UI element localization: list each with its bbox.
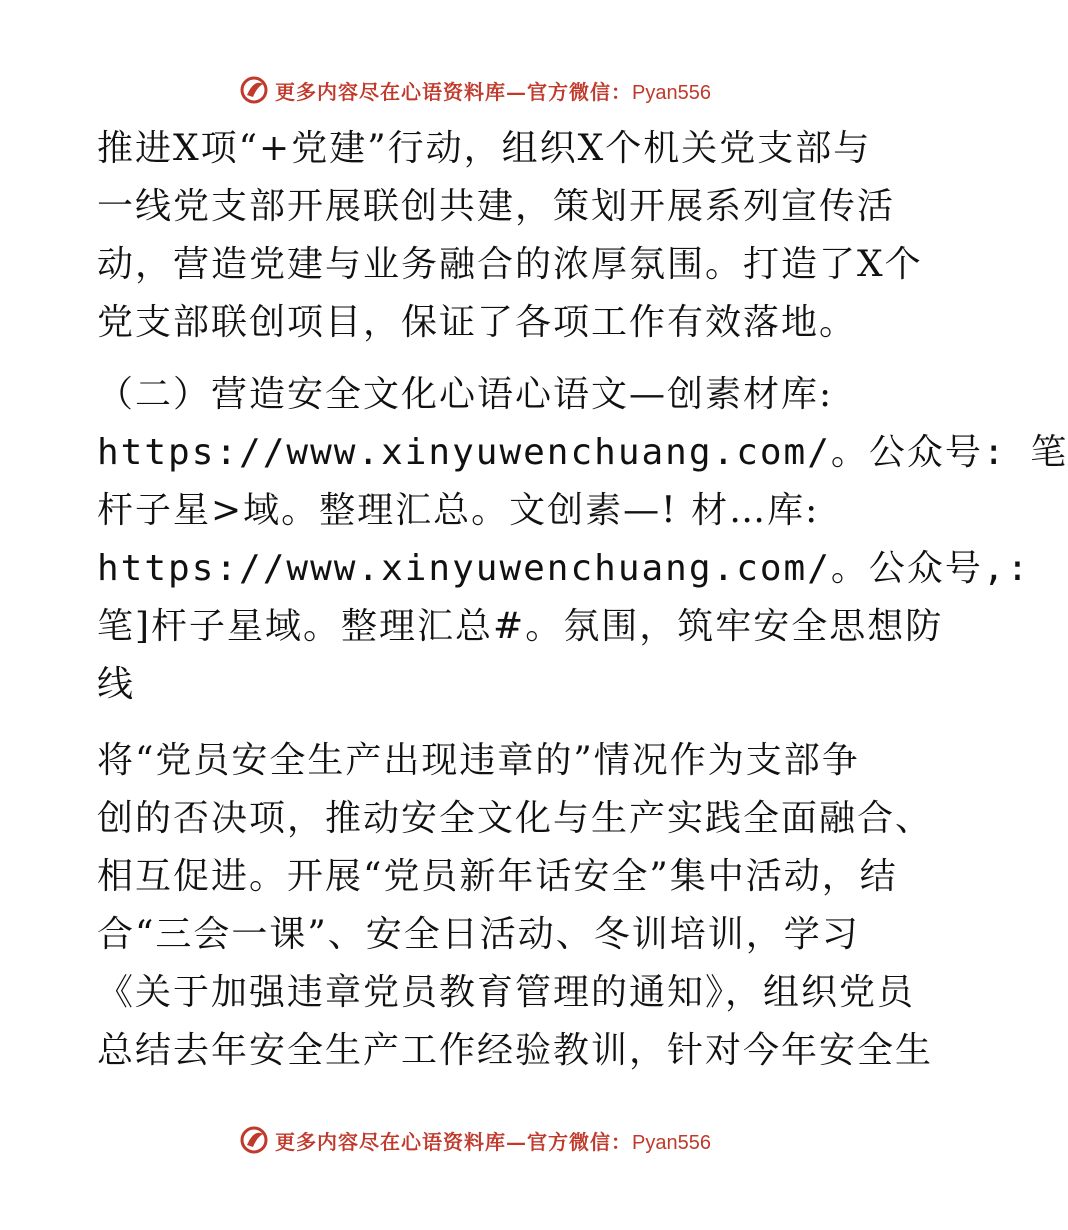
text-line: 合“三会一课”、安全日活动、冬训培训，学习 bbox=[97, 914, 860, 955]
text-line: 一线党支部开展联创共建，策划开展系列宣传活 bbox=[97, 186, 896, 227]
text-line: 将“党员安全生产出现违章的”情况作为支部争 bbox=[97, 740, 860, 781]
header-banner bbox=[0, 70, 950, 110]
footer-banner bbox=[0, 1120, 950, 1160]
text-line: 相互促进。开展“党员新年话安全”集中活动，结 bbox=[97, 856, 898, 897]
url-line: https://www.xinyuwenchuang.com/。公众号: 笔 bbox=[97, 432, 1068, 473]
text-line: 《关于加强违章党员教育管理的通知》，组织党员 bbox=[97, 972, 916, 1013]
paragraph-1 bbox=[97, 120, 923, 352]
section-heading: （二）营造安全文化心语心语文—创素材库: bbox=[97, 374, 834, 415]
document-body bbox=[97, 120, 1068, 1080]
text-line: 笔]杆子星域。整理汇总#。氛围，筑牢安全思想防 bbox=[97, 606, 944, 647]
logo-icon bbox=[239, 75, 269, 105]
text-line: 线 bbox=[97, 664, 136, 705]
text-line: 杆子星>域。整理汇总。文创素—! 材…库: bbox=[97, 490, 820, 531]
wechat-id: Pyan556 bbox=[632, 81, 711, 104]
wechat-id: Pyan556 bbox=[632, 1131, 711, 1154]
text-line: 总结去年安全生产工作经验教训，针对今年安全生 bbox=[97, 1030, 934, 1071]
text-line: 动，营造党建与业务融合的浓厚氛围。打造了X个 bbox=[97, 244, 923, 285]
text-line: 推进X项“+党建”行动，组织X个机关党支部与 bbox=[97, 128, 872, 169]
url-line: https://www.xinyuwenchuang.com/。公众号,: bbox=[97, 548, 1031, 589]
section-2 bbox=[97, 366, 1068, 714]
text-line: 创的否决项，推动安全文化与生产实践全面融合、 bbox=[97, 798, 934, 839]
logo-icon bbox=[239, 1125, 269, 1155]
paragraph-3 bbox=[97, 732, 934, 1080]
text-line: 党支部联创项目，保证了各项工作有效落地。 bbox=[97, 302, 858, 343]
banner-text: 更多内容尽在心语资料库—官方微信：Pyan556 bbox=[275, 79, 711, 104]
banner-text: 更多内容尽在心语资料库—官方微信：Pyan556 bbox=[275, 1129, 711, 1154]
